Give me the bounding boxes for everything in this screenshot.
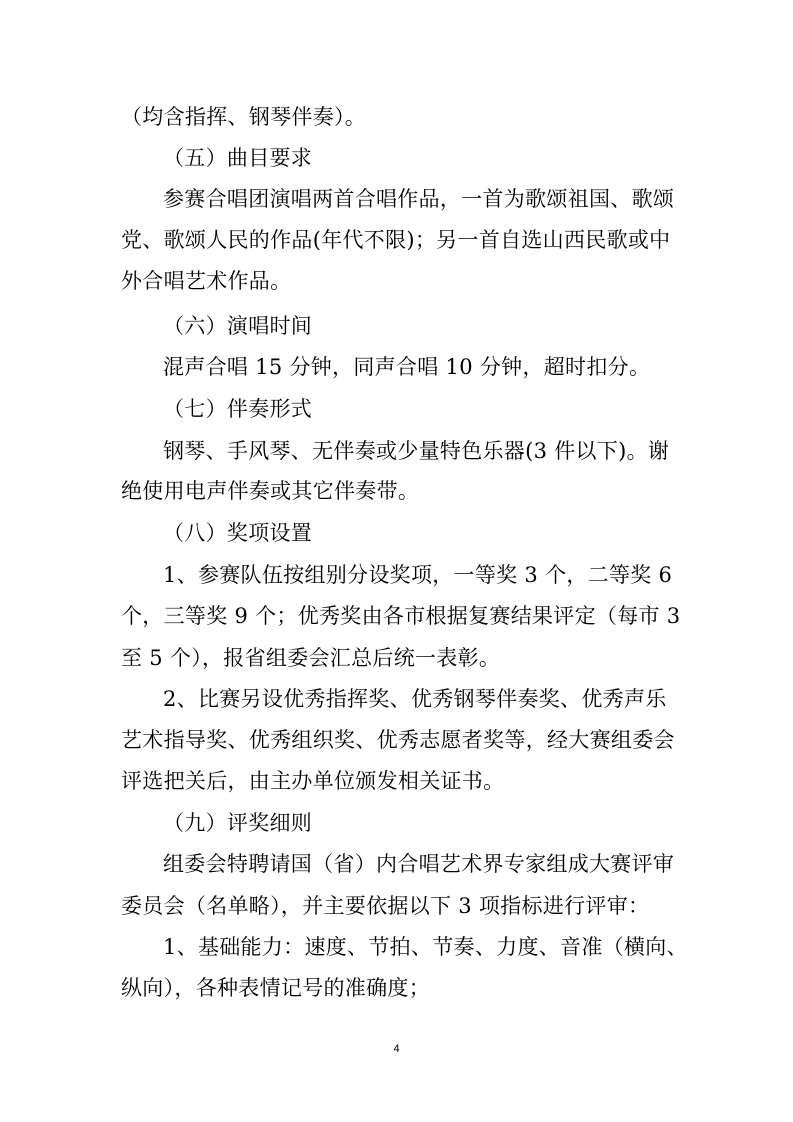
text-line: （均含指挥、钢琴伴奏）。 <box>121 105 367 129</box>
section-heading: （八）奖项设置 <box>163 521 313 545</box>
text-line: 绝使用电声伴奏或其它伴奏带。 <box>121 479 420 503</box>
text-line: 党、歌颂人民的作品(年代不限)；另一首自选山西民歌或中 <box>121 228 671 252</box>
text-line: 钢琴、手风琴、无伴奏或少量特色乐器(3 件以下)。谢 <box>163 439 670 463</box>
text-line: 至 5 个），报省组委会汇总后统一表彰。 <box>121 646 501 670</box>
text-line: 参赛合唱团演唱两首合唱作品，一首为歌颂祖国、歌颂 <box>163 187 675 211</box>
section-heading: （五）曲目要求 <box>163 146 313 170</box>
text-line: 纵向），各种表情记号的准确度； <box>121 976 430 1000</box>
section-heading: （七）伴奏形式 <box>163 397 313 421</box>
text-line: 2、比赛另设优秀指挥奖、优秀钢琴伴奏奖、优秀声乐 <box>163 687 667 711</box>
text-line: 艺术指导奖、优秀组织奖、优秀志愿者奖等，经大赛组委会 <box>121 728 675 752</box>
section-heading: （六）演唱时间 <box>163 314 313 338</box>
section-heading: （九）评奖细则 <box>163 811 313 835</box>
text-line: 混声合唱 15 分钟，同声合唱 10 分钟，超时扣分。 <box>163 355 651 379</box>
text-line: 评选把关后，由主办单位颁发相关证书。 <box>121 769 505 793</box>
text-line: 个，三等奖 9 个；优秀奖由各市根据复赛结果评定（每市 3 <box>121 604 681 628</box>
text-line: 组委会特聘请国（省）内合唱艺术界专家组成大赛评审 <box>163 852 675 876</box>
text-line: 1、基础能力：速度、节拍、节奏、力度、音准（横向、 <box>163 935 688 959</box>
text-line: 1、参赛队伍按组别分设奖项，一等奖 3 个，二等奖 6 <box>163 563 673 587</box>
page-number: 4 <box>393 1043 400 1055</box>
text-line: 外合唱艺术作品。 <box>121 269 292 293</box>
text-line: 委员会（名单略），并主要依据以下 3 项指标进行评审： <box>121 894 650 918</box>
